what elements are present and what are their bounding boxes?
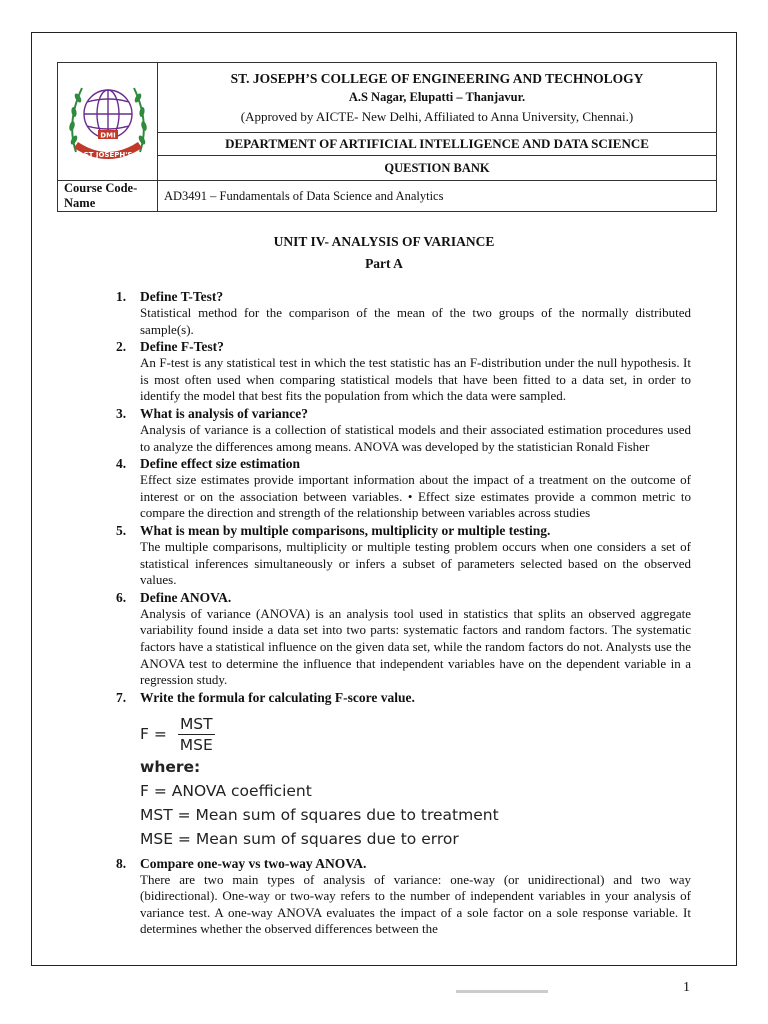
formula-numerator: MST [179, 714, 213, 733]
college-logo-icon [62, 66, 154, 172]
question-number: 1. [116, 289, 127, 304]
formula-line-1: F = ANOVA coefficient [140, 781, 312, 800]
footer-mark [456, 990, 548, 993]
f-score-formula [140, 714, 691, 851]
page-number: 1 [683, 980, 690, 995]
college-info-cell [158, 63, 717, 133]
document-type: QUESTION BANK [158, 156, 717, 181]
question-text: Write the formula for calculating F-score value. [140, 689, 415, 705]
header-table [57, 62, 717, 212]
college-logo-cell [58, 63, 158, 181]
formula-lhs: F = [140, 724, 167, 743]
department-name: DEPARTMENT OF ARTIFICIAL INTELLIGENCE AND DATA SCIENCE [158, 133, 717, 156]
answer-text: Effect size estimates provide important information about the impact of a treatment on the outcome of interest or on the association between variables. • Effect size estimates provide a common metric to compare the direction and strength of the relationship between variables across studies [140, 472, 691, 521]
college-approval: (Approved by AICTE- New Delhi, Affiliated to Anna University, Chennai.) [240, 109, 634, 124]
question-number: 6. [116, 589, 127, 605]
question-text: What is analysis of variance? [140, 405, 309, 421]
question-text: What is mean by multiple comparisons, multiplicity or multiple testing. [140, 522, 551, 538]
logo-text-top: DMI [99, 131, 116, 140]
question-number: 2. [116, 339, 127, 355]
question-item [116, 288, 691, 338]
question-item [116, 689, 691, 851]
answer-text: The multiple comparisons, multiplicity or multiple testing problem occurs when one considers a set of statistical inferences simultaneously or infers a subset of parameters selected based on the observed values. [140, 538, 691, 588]
question-item [116, 589, 691, 689]
question-text: Define T-Test? [140, 289, 224, 304]
logo-text-bottom: ST JOSEPH'S [83, 151, 132, 159]
question-item [116, 405, 691, 455]
question-text: Define ANOVA. [140, 589, 232, 605]
question-number: 8. [116, 855, 127, 871]
question-item [116, 338, 691, 405]
formula-line-3: MSE = Mean sum of squares due to error [140, 829, 459, 848]
question-list [116, 288, 691, 938]
answer-text: Analysis of variance is a collection of statistical models and their associated estimation procedures used to analyze the differences among means. ANOVA was developed by the statistician Ronald Fisher [140, 421, 691, 454]
formula-equation [140, 714, 691, 755]
answer-text: Statistical method for the comparison of the mean of the two groups of the normally distributed sample(s). [140, 305, 691, 337]
course-code-value: AD3491 – Fundamentals of Data Science and Analytics [158, 181, 717, 212]
answer-text: There are two main types of analysis of variance: one-way (or unidirectional) and two way (bidirectional). One-way or two-way refers to the number of independent variables in your analysis of variance test. A one-way ANOVA evaluates the impact of a sole factor on a sole response variable. It determines whether the observed differences between the [140, 871, 691, 937]
answer-text: An F-test is any statistical test in which the test statistic has an F-distribution under the null hypothesis. It is most often used when comparing statistical models that have been fitted to a data set, in order to identify the model that best fits the population from which the data were sampled. [140, 355, 691, 404]
question-number: 3. [116, 405, 127, 421]
answer-text: Analysis of variance (ANOVA) is an analysis tool used in statistics that splits an observed aggregate variability found inside a data set into two parts: systematic factors and random factors. The systematic factors have a statistical influence on the given data set, while the random factors do not. Analysts use the ANOVA test to determine the influence that independent variables have on the dependent variable in a regression study. [140, 605, 691, 688]
course-code-label: Course Code-Name [58, 181, 158, 212]
question-item [116, 522, 691, 589]
unit-title: UNIT IV- ANALYSIS OF VARIANCE [273, 234, 495, 249]
college-name: ST. JOSEPH’S COLLEGE OF ENGINEERING AND TECHNOLOGY [230, 71, 644, 86]
question-item [116, 855, 691, 938]
question-text: Define F-Test? [140, 339, 224, 355]
question-number: 7. [116, 689, 127, 705]
formula-line-2: MST = Mean sum of squares due to treatment [140, 805, 499, 824]
question-text: Compare one-way vs two-way ANOVA. [140, 855, 367, 871]
college-address: A.S Nagar, Elupatti – Thanjavur. [348, 90, 526, 104]
formula-where: where: [140, 757, 201, 776]
question-item [116, 455, 691, 522]
question-number: 4. [116, 456, 127, 472]
part-title: Part A [365, 256, 403, 271]
formula-fraction [178, 714, 215, 755]
question-number: 5. [116, 522, 127, 538]
question-text: Define effect size estimation [140, 456, 301, 472]
formula-denominator: MSE [179, 735, 213, 754]
